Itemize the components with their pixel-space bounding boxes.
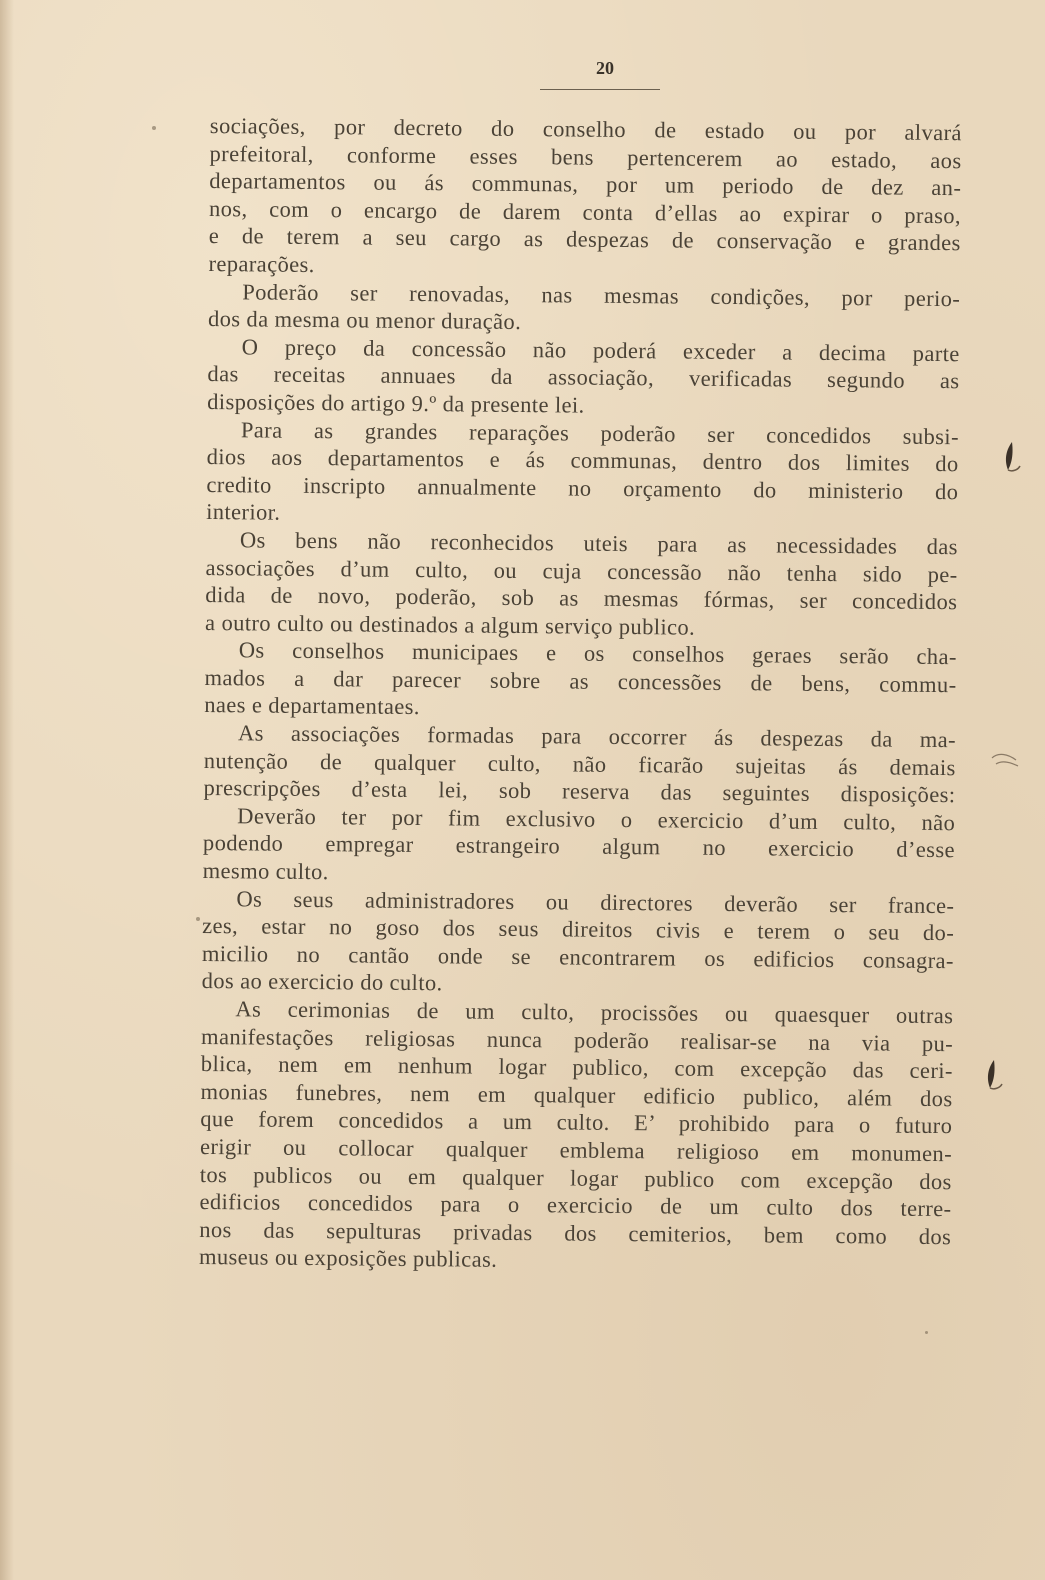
text-line: associações d’um culto, ou cuja concessão não tenha sido pe- [205, 554, 958, 587]
paper-speck [196, 917, 200, 921]
text-line: manifestações religiosas nunca poderão realisar-se na via pu- [201, 1023, 954, 1056]
margin-ink-mark [1000, 440, 1022, 474]
text-line: dos da mesma ou menor duração. [207, 306, 522, 335]
text-line: micilio no cantão onde se encontrarem os edificios consagra- [201, 940, 955, 973]
text-line: naes e departamentaes. [204, 692, 420, 720]
text-line: nutenção de qualquer culto, não ficarão sujeitas ás demais [203, 747, 956, 780]
text-line: podendo empregar estrangeiro algum no exercicio d’esse [202, 830, 956, 863]
text-line: zes, estar no goso dos seus direitos civis e terem o seu do- [202, 913, 955, 946]
text-line: a outro culto ou destinados a algum serviço publico. [204, 609, 696, 640]
text-line: dios aos departamentos e ás communas, dentro dos limites do [206, 444, 959, 477]
paragraph-start-line: Os bens não reconhecidos uteis para as necessidades das [239, 527, 958, 560]
text-line: prescripções d’esta lei, sob reserva das seguintes disposições: [203, 775, 956, 808]
text-line: dos ao exercicio do culto. [201, 968, 443, 996]
text-line: tos publicos ou em qualquer logar publico com excepção dos [199, 1161, 952, 1194]
text-line: mesmo culto. [202, 857, 329, 885]
text-line: prefeitoral, conforme esses bens pertencerem ao estado, aos [209, 140, 962, 173]
paragraph-start-line: Os seus administradores ou directores deverão ser france- [236, 885, 955, 918]
text-line: mados a dar parecer sobre as concessões de bens, commu- [204, 664, 957, 698]
paragraph-start-line: Para as grandes reparações poderão ser concedidos subsi- [240, 416, 960, 449]
text-line: e de terem a seu cargo as despezas de conservação e grandes [208, 223, 961, 256]
page-edge-shadow [0, 0, 14, 1580]
page-number: 20 [596, 58, 614, 78]
paragraph-start-line: Deverão ter por fim exclusivo o exercicio d’um culto, não [237, 803, 956, 836]
paragraph-start-line: O preço da concessão não poderá exceder a decima parte [241, 334, 960, 366]
paragraph-start-line: Poderão ser renovadas, nas mesmas condições, por perio- [242, 278, 961, 311]
margin-smudge [990, 748, 1020, 774]
text-line: reparações. [208, 250, 315, 277]
text-line: blica, nem em nenhum logar publico, com excepção das ceri- [200, 1051, 953, 1084]
text-line: museus ou exposições publicas. [198, 1244, 498, 1273]
paper-speck [925, 1331, 928, 1334]
text-line: que forem concedidos a um culto. E’ prohibido para o futuro [200, 1106, 953, 1139]
text-line: dida de novo, poderão, sob as mesmas fórmas, ser concedidos [205, 582, 958, 615]
text-line: nos, com o encargo de darem conta d’ellas ao expirar o praso, [208, 195, 962, 228]
text-line: disposições do artigo 9.º da presente lei. [207, 388, 585, 418]
text-line: edificios concedidos para o exercicio de um culto dos terre- [199, 1189, 952, 1222]
text-line: interior. [206, 499, 281, 526]
margin-ink-mark [982, 1058, 1004, 1092]
paragraph-start-line: As associações formadas para occorrer ás despezas da ma- [237, 720, 957, 753]
text-line: monias funebres, nem em qualquer edificio publico, além dos [200, 1078, 953, 1111]
body-text [199, 112, 962, 1278]
text-line: credito inscripto annualmente no orçamento do ministerio do [206, 471, 959, 504]
page-number-rule [540, 89, 660, 90]
paragraph-start-line: As cerimonias de um culto, procissões ou quaesquer outras [235, 996, 954, 1029]
paper-speck [152, 126, 156, 130]
text-line: departamentos ou ás communas, por um periodo de dez an- [209, 168, 962, 201]
text-line: nos das sepulturas privadas dos cemiterios, bem como dos [199, 1216, 952, 1249]
text-line: das receitas annuaes da associação, verificadas segundo as [207, 361, 960, 394]
text-line: sociações, por decreto do conselho de estado ou por alvará [209, 112, 962, 146]
paragraph-start-line: Os conselhos municipaes e os conselhos geraes serão cha- [238, 637, 957, 670]
text-line: erigir ou collocar qualquer emblema religioso em monumen- [199, 1133, 953, 1167]
